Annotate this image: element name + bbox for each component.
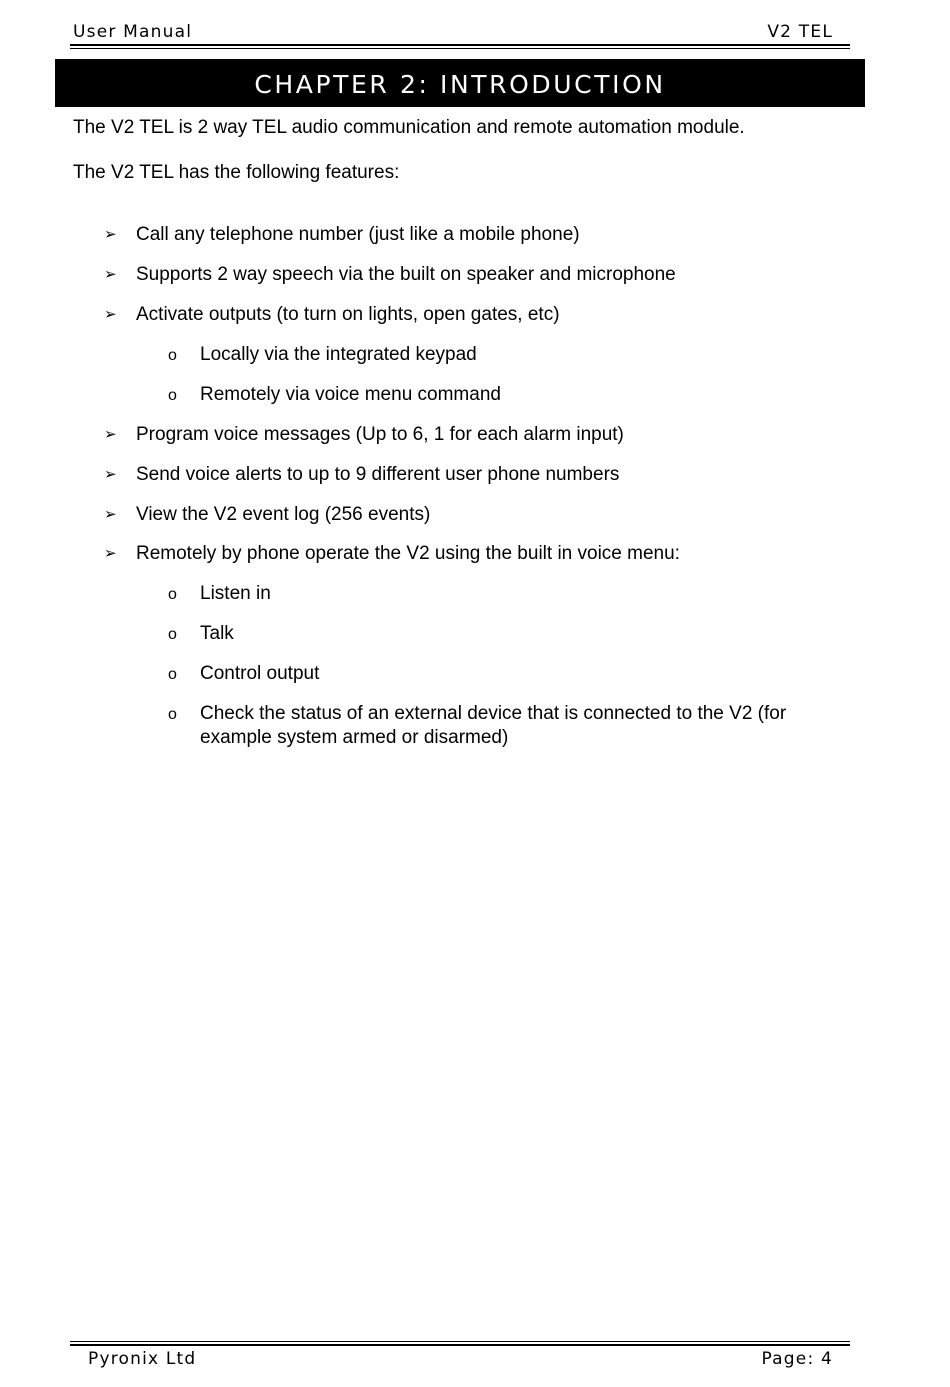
feature-subitem: Talk bbox=[200, 623, 234, 644]
feature-subitem: Locally via the integrated keypad bbox=[200, 344, 477, 365]
feature-item: Program voice messages (Up to 6, 1 for each alarm input) bbox=[136, 424, 624, 445]
footer-page-number: Page: 4 bbox=[761, 1349, 833, 1369]
circle-bullet-icon: o bbox=[168, 706, 177, 723]
header-rule-bottom bbox=[70, 48, 850, 49]
footer-rule-top bbox=[70, 1341, 850, 1342]
arrow-bullet-icon: ➢ bbox=[104, 306, 117, 323]
header-doc-title: User Manual bbox=[73, 22, 193, 42]
feature-subitem: Remotely via voice menu command bbox=[200, 384, 501, 405]
header-rule-top bbox=[70, 44, 850, 46]
arrow-bullet-icon: ➢ bbox=[104, 426, 117, 443]
features-intro-paragraph: The V2 TEL has the following features: bbox=[73, 162, 400, 183]
circle-bullet-icon: o bbox=[168, 586, 177, 603]
chapter-title: CHAPTER 2: INTRODUCTION bbox=[254, 69, 666, 99]
feature-item: Send voice alerts to up to 9 different user phone numbers bbox=[136, 464, 620, 485]
feature-subitem: Control output bbox=[200, 663, 320, 684]
feature-item: Remotely by phone operate the V2 using the built in voice menu: bbox=[136, 543, 680, 564]
circle-bullet-icon: o bbox=[168, 626, 177, 643]
arrow-bullet-icon: ➢ bbox=[104, 545, 117, 562]
arrow-bullet-icon: ➢ bbox=[104, 466, 117, 483]
feature-item: Supports 2 way speech via the built on speaker and microphone bbox=[136, 264, 676, 285]
arrow-bullet-icon: ➢ bbox=[104, 506, 117, 523]
feature-item: Call any telephone number (just like a mobile phone) bbox=[136, 224, 580, 245]
circle-bullet-icon: o bbox=[168, 347, 177, 364]
intro-paragraph: The V2 TEL is 2 way TEL audio communication and remote automation module. bbox=[73, 117, 745, 138]
arrow-bullet-icon: ➢ bbox=[104, 226, 117, 243]
feature-subitem: Listen in bbox=[200, 583, 271, 604]
arrow-bullet-icon: ➢ bbox=[104, 266, 117, 283]
chapter-banner bbox=[55, 59, 865, 107]
footer-company: Pyronix Ltd bbox=[88, 1349, 197, 1369]
circle-bullet-icon: o bbox=[168, 387, 177, 404]
circle-bullet-icon: o bbox=[168, 666, 177, 683]
footer-rule-bottom bbox=[70, 1344, 850, 1346]
feature-item: Activate outputs (to turn on lights, open gates, etc) bbox=[136, 304, 560, 325]
feature-subitem: Check the status of an external device that is connected to the V2 (for example system armed or disarmed) bbox=[200, 703, 787, 748]
feature-item: View the V2 event log (256 events) bbox=[136, 504, 431, 525]
header-product-name: V2 TEL bbox=[767, 22, 833, 42]
